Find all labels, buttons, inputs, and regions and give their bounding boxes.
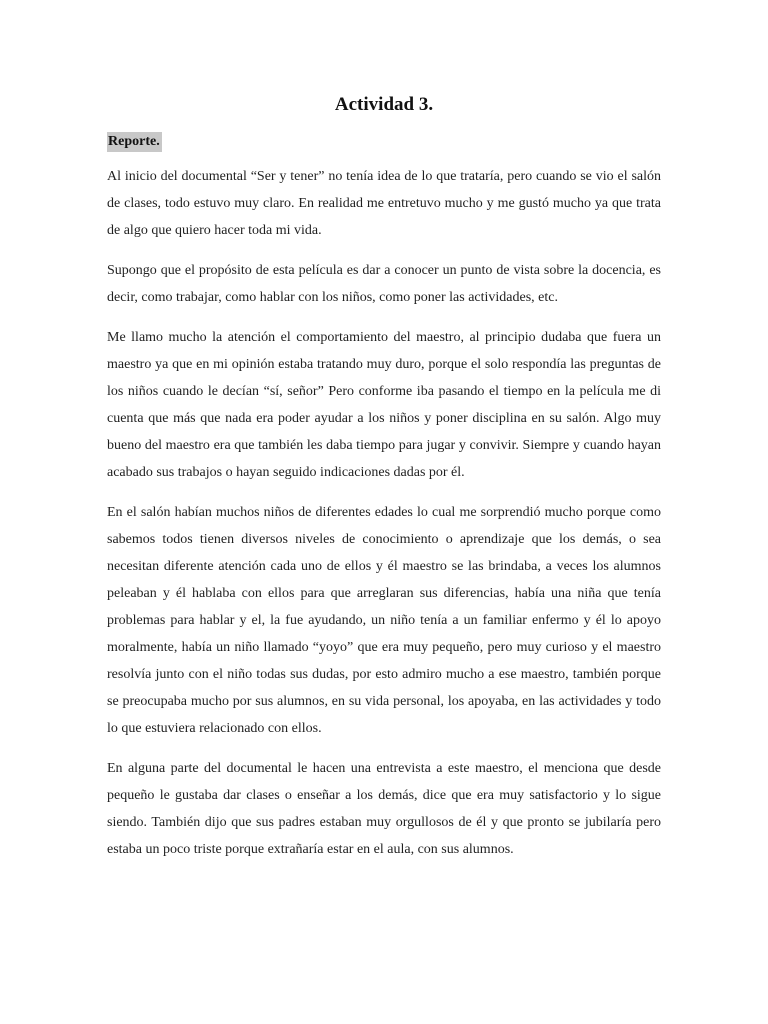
- paragraph-2: Supongo que el propósito de esta película es dar a conocer un punto de vista sobre la docencia, es decir, como trabajar, como hablar con los niños, como poner las actividades, etc.: [107, 263, 661, 305]
- paragraph-5: En alguna parte del documental le hacen una entrevista a este maestro, el menciona que desde pequeño le gustaba dar clases o enseñar a los demás, dice que era muy satisfactorio y lo sigue siendo. También dijo que sus padres estaban muy orgullosos de él y que pronto se jubilaría pero estaba un poco triste porque extrañaría estar en el aula, con sus alumnos.: [107, 761, 661, 857]
- document-title: Actividad 3.: [334, 94, 434, 115]
- paragraph-3: Me llamo mucho la atención el comportamiento del maestro, al principio dudaba que fuera un maestro ya que en mi opinión estaba tratando muy duro, porque el solo respondía las preguntas de los niños cuando le decían “sí, señor” Pero conforme iba pasando el tiempo en la película me di cuenta que más que nada era poder ayudar a los niños y poner disciplina en su salón. Algo muy bueno del maestro era que también les daba tiempo para jugar y convivir. Siempre y cuando hayan acabado sus trabajos o hayan seguido indicaciones dadas por él.: [107, 330, 661, 480]
- paragraph-4: En el salón habían muchos niños de diferentes edades lo cual me sorprendió mucho porque como sabemos todos tienen diversos niveles de conocimiento o aprendizaje que los demás, o sea necesitan diferente atención cada uno de ellos y él maestro se las brindaba, a veces los alumnos peleaban y él hablaba con ellos para que arreglaran sus diferencias, había una niña que tenía problemas para hablar y el, la fue ayudando, un niño tenía a un familiar enfermo y él lo apoyo moralmente, había un niño llamado “yoyo” que era muy pequeño, pero muy curioso y el maestro resolvía junto con el niño todas sus dudas, por esto admiro mucho a ese maestro, también porque se preocupaba mucho por sus alumnos, en su vida personal, los apoyaba, en las actividades y todo lo que estuviera relacionado con ellos.: [107, 505, 661, 736]
- paragraph-1: Al inicio del documental “Ser y tener” no tenía idea de lo que trataría, pero cuando se vio el salón de clases, todo estuvo muy claro. En realidad me entretuvo mucho y me gustó mucho ya que trata de algo que quiero hacer toda mi vida.: [107, 169, 661, 238]
- document-body: [107, 163, 661, 876]
- section-heading-reporte: Reporte.: [107, 132, 162, 152]
